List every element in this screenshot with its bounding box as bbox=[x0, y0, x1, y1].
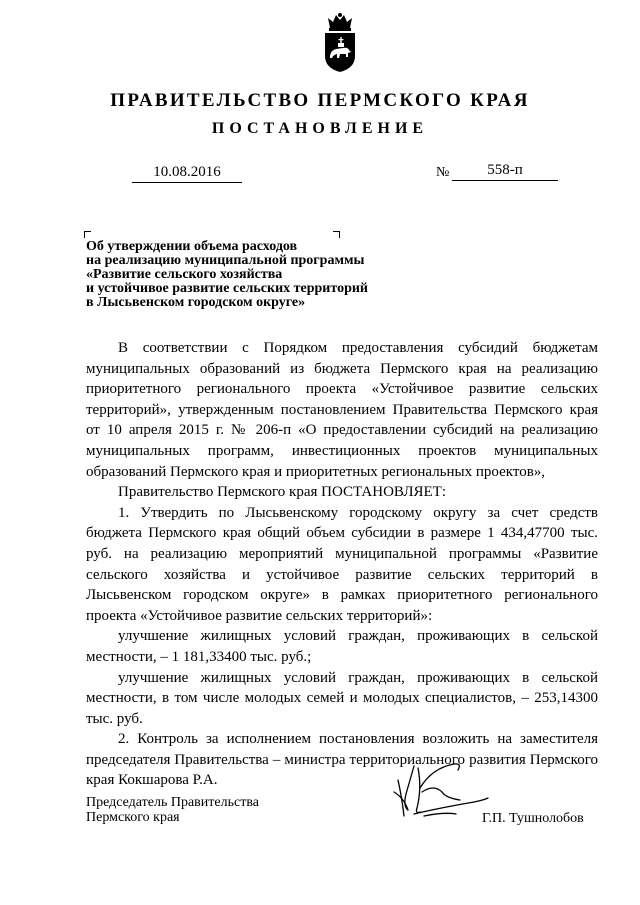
number-sign: № bbox=[436, 165, 450, 180]
handwritten-signature bbox=[384, 758, 494, 828]
subject-line: Об утверждении объема расходов bbox=[86, 239, 298, 254]
item-1-paragraph: 1. Утвердить по Лысьвенскому городскому округу за счет средств бюджета Пермского края общий объем субсидии в размере 1 434,47700 тыс. руб. на реализацию мероприятий муниципальной программы «Развитие сельского хозяйства и устойчивое развитие сельских территорий в Лысьвенском городском округе» в рамках приоритетного регионального проекта «Устойчивое развитие сельских территорий»: bbox=[86, 504, 598, 624]
document-date: 10.08.2016 bbox=[153, 164, 221, 180]
subject-line: «Развитие сельского хозяйства bbox=[86, 267, 283, 282]
subitem-2-paragraph: улучшение жилищных условий граждан, проживающих в сельской местности, в том числе молодых семей и молодых специалистов, – 253,14300 тыс. руб. bbox=[86, 669, 598, 727]
signatory-position bbox=[86, 795, 259, 825]
subitem-1-paragraph: улучшение жилищных условий граждан, проживающих в сельской местности, – 1 181,33400 тыс. руб.; bbox=[86, 628, 598, 665]
subject-corner-left bbox=[84, 231, 91, 238]
subject-line: на реализацию муниципальной программы bbox=[86, 253, 365, 268]
subject-corner-right bbox=[333, 231, 340, 238]
coat-of-arms-icon bbox=[321, 12, 359, 74]
document-type-title: ПОСТАНОВЛЕНИЕ bbox=[211, 120, 429, 137]
subject-line: и устойчивое развитие сельских территорий bbox=[86, 281, 368, 296]
preamble-paragraph: В соответствии с Порядком предоставления субсидий бюджетам муниципальных образований из бюджета Пермского края на реализацию приоритетного регионального проекта «Устойчивое развитие сельских территорий», утвержденным постановлением Правительства Пермского края от 10 апреля 2015 г. № 206-п «О предоставлении субсидий на реализацию муниципальных программ, инвестиционных проектов муниципальных образований Пермского края и приоритетных региональных проектов», bbox=[86, 340, 598, 480]
signatory-name: Г.П. Тушнолобов bbox=[482, 811, 584, 826]
resolves-paragraph: Правительство Пермского края ПОСТАНОВЛЯЕТ: bbox=[118, 484, 447, 501]
date-underline bbox=[132, 182, 242, 183]
subject-line: в Лысьвенском городском округе» bbox=[86, 295, 306, 310]
document-subject bbox=[86, 240, 416, 310]
number-underline bbox=[452, 180, 558, 181]
item-2-paragraph: 2. Контроль за исполнением постановления возложить на заместителя председателя Правительства – министра территориального развития Пермского края Кокшарова Р.А. bbox=[86, 731, 598, 789]
position-line: Председатель Правительства bbox=[86, 795, 259, 810]
organization-title: ПРАВИТЕЛЬСТВО ПЕРМСКОГО КРАЯ bbox=[110, 90, 530, 111]
document-number: 558-п bbox=[487, 162, 523, 178]
document-body bbox=[86, 338, 598, 791]
position-line: Пермского края bbox=[86, 810, 180, 825]
